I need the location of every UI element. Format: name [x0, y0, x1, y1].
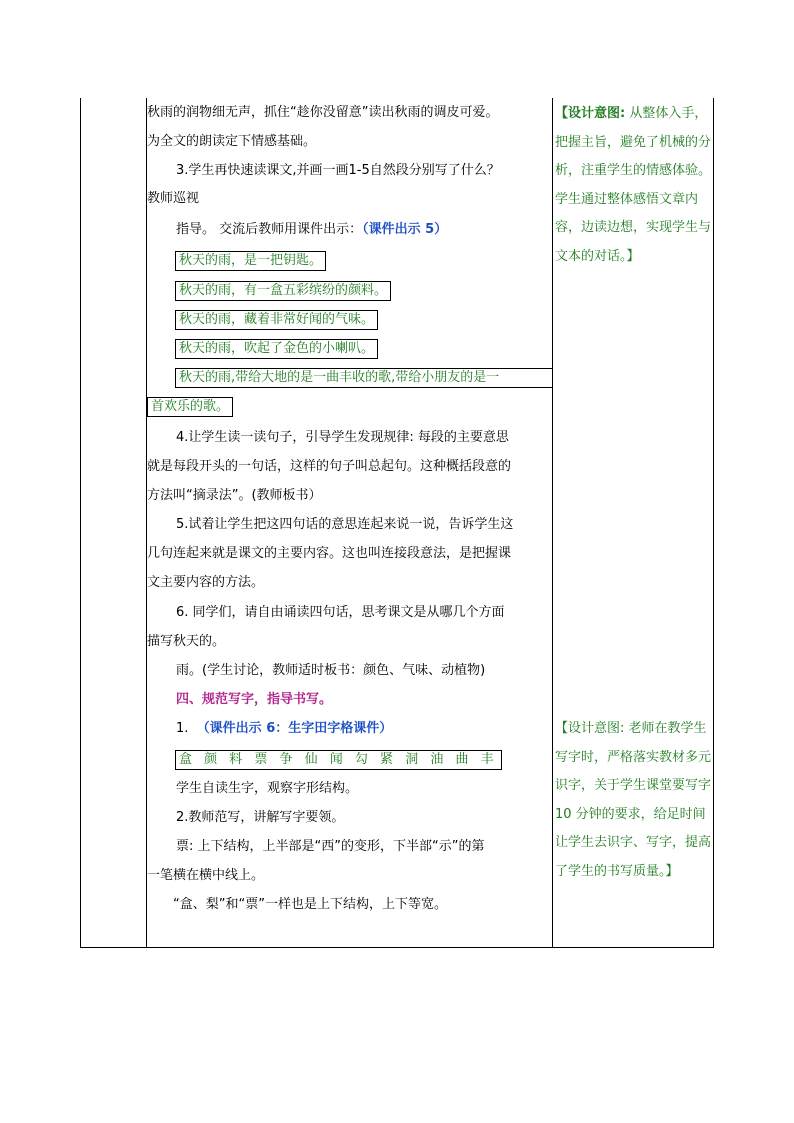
design-intent-note	[555, 100, 713, 272]
paragraph-line: 4.让学生读一读句子，引导学生发现规律: 每段的主要意思	[176, 430, 509, 445]
note-lead: 【设计意图:	[555, 106, 626, 121]
paragraph-line: 5.试着让学生把这四句话的意思连起来说一说，告诉学生这	[176, 517, 514, 532]
paragraph-line: 一笔横在横中线上。	[147, 868, 265, 883]
column-divider-1	[146, 98, 147, 948]
sentence-box: 秋天的雨，吹起了金色的小喇叭。	[175, 339, 378, 359]
sentence-box: 秋天的雨，有一盒五彩缤纷的颜料。	[175, 281, 391, 301]
paragraph-line: 教师巡视	[147, 191, 200, 206]
paragraph-line: “盒、梨”和“票”一样也是上下结构，上下等宽。	[173, 897, 447, 912]
paragraph-line: 学生自读生字，观察字形结构。	[176, 781, 359, 796]
section-heading: 四、规范写字，指导书写。	[176, 692, 333, 707]
paragraph-line: 文主要内容的方法。	[147, 575, 265, 590]
courseware-label: （课件出示 5）	[362, 222, 448, 237]
paragraph-line: 2.教师范写，讲解写字要领。	[176, 810, 345, 825]
characters-box: 盒 颜 料 票 争 仙 闻 勾 紧 洞 油 曲 丰	[175, 750, 502, 770]
column-divider-2	[552, 98, 553, 948]
courseware-label: （课件出示 6：生字田字格课件）	[196, 721, 393, 736]
paragraph-line	[176, 719, 392, 739]
note-text: 从整体入手，把握主旨，避免了机械的分析，注重学生的情感体验。学生通过整体感悟文章内容，边读边想，实现学生与文本的对话。】	[555, 106, 712, 264]
paragraph-line: 雨。(学生讨论，教师适时板书：颜色、气味、动植物)	[176, 663, 486, 678]
sentence-box: 秋天的雨,带给大地的是一曲丰收的歌,带给小朋友的是一	[175, 368, 553, 388]
paragraph-line: 描写秋天的。	[147, 634, 226, 649]
paragraph-line: 秋雨的润物细无声，抓住“趁你没留意”读出秋雨的调皮可爱。	[147, 105, 499, 120]
paragraph-line: 票: 上下结构，上半部是“西”的变形，下半部“示”的第	[176, 839, 485, 854]
paragraph-line: 为全文的朗读定下情感基础。	[147, 134, 317, 149]
paragraph-line: 6. 同学们，请自由诵读四句话，思考课文是从哪几个方面	[176, 605, 505, 620]
paragraph-line: 方法叫“摘录法”。(教师板书）	[147, 488, 322, 503]
paragraph-line: 几句连起来就是课文的主要内容。这也叫连接段意法，是把握课	[147, 546, 512, 561]
table-bottom-border	[80, 947, 714, 948]
sentence-box: 首欢乐的歌。	[147, 397, 233, 417]
sentence-box: 秋天的雨，藏着非常好闻的气味。	[175, 310, 378, 330]
paragraph-line	[176, 220, 447, 240]
item-number: 1.	[176, 721, 189, 736]
paragraph-text: 指导。 交流后教师用课件出示：	[176, 222, 363, 237]
sentence-box: 秋天的雨，是一把钥匙。	[175, 251, 326, 271]
paragraph-line: 3.学生再快速读课文,并画一画1-5自然段分别写了什么？	[176, 163, 500, 178]
design-intent-note: 【设计意图: 老师在教学生写字时，严格落实教材多元识字，关于学生课堂要写字 10 分钟的要求，给足时间让学生去识字、写字，提高了学生的书写质量。】	[555, 721, 712, 879]
paragraph-line: 就是每段开头的一句话，这样的句子叫总起句。这种概括段意的	[147, 459, 512, 474]
table-left-border	[80, 98, 81, 948]
table-right-border	[713, 98, 714, 948]
